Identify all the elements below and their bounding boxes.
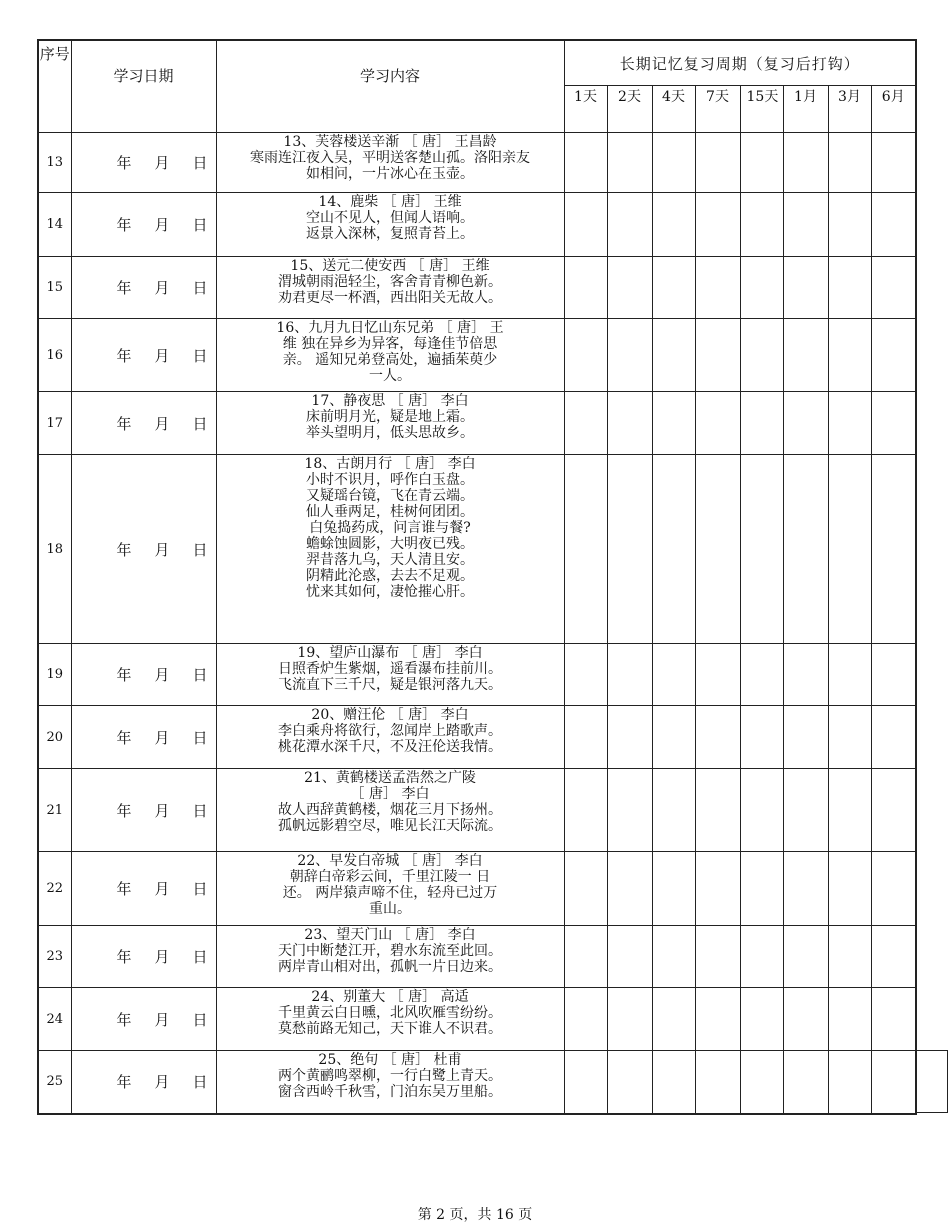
poem-line: 天门中断楚江开，碧水东流至此回。 [278,943,502,959]
review-check-cell[interactable] [740,257,783,319]
date-label-day: 日 [192,880,208,898]
row-index: 14 [38,193,71,257]
date-field[interactable] [71,455,216,644]
date-label-year: 年 [116,1010,132,1029]
poem-content [216,769,564,852]
poem-line: 寒雨连江夜入吴，平明送客楚山孤。洛阳亲友 [250,150,530,166]
poem-line: 羿昔落九乌，天人清且安。 [306,552,474,568]
date-label-month: 月 [154,279,170,297]
review-check-cell[interactable] [871,319,916,392]
review-check-cell[interactable] [652,257,695,319]
review-check-cell[interactable] [783,1051,828,1114]
header-day: 15天 [740,86,783,133]
date-label-month: 月 [154,414,170,433]
poem-line: 亲。 遥知兄弟登高处，遍插茱萸少 [282,352,498,368]
date-field[interactable] [71,644,216,706]
date-label-day: 日 [192,346,208,365]
review-check-cell[interactable] [740,455,783,644]
date-field[interactable] [71,769,216,852]
header-day: 2天 [607,86,652,133]
header-day: 1月 [783,86,828,133]
date-label-day: 日 [192,216,208,234]
poem-line: 维 独在异乡为异客，每逢佳节倍思 [282,336,498,352]
poem-line: 渭城朝雨浥轻尘，客舍青青柳色新。 [278,274,502,290]
review-check-cell[interactable] [564,193,607,257]
date-label-year: 年 [116,279,132,297]
row-index: 21 [38,769,71,852]
date-field[interactable] [71,392,216,455]
date-label-month: 月 [154,948,170,966]
review-check-cell[interactable] [740,133,783,193]
date-label-day: 日 [192,801,208,820]
poem-line: 李白乘舟将欲行，忽闻岸上踏歌声。 [278,723,502,739]
table-row [38,1051,916,1114]
review-check-cell[interactable] [783,769,828,852]
review-check-cell[interactable] [695,392,740,455]
table-row [38,319,916,392]
review-check-cell[interactable] [607,193,652,257]
poem-line: 17、静夜思 ［ 唐］ 李白 [311,393,469,409]
review-check-cell[interactable] [871,133,916,193]
review-check-cell[interactable] [828,193,871,257]
review-check-cell[interactable] [607,852,652,926]
review-check-cell[interactable] [607,706,652,769]
review-check-cell[interactable] [871,257,916,319]
date-label-year: 年 [116,414,132,433]
review-check-cell[interactable] [871,988,916,1051]
review-check-cell[interactable] [564,852,607,926]
review-check-cell[interactable] [783,706,828,769]
review-check-cell[interactable] [871,706,916,769]
review-check-cell[interactable] [783,319,828,392]
review-check-cell[interactable] [871,852,916,926]
review-check-cell[interactable] [828,257,871,319]
review-check-cell[interactable] [564,926,607,988]
poem-line: 两岸青山相对出，孤帆一片日边来。 [278,959,502,975]
date-label-day: 日 [192,1073,208,1092]
poem-content [216,455,564,644]
review-check-cell[interactable] [828,706,871,769]
review-check-cell[interactable] [564,1051,607,1114]
poem-line: 蟾蜍蚀圆影，大明夜已残。 [306,536,474,552]
review-check-cell[interactable] [828,988,871,1051]
review-check-cell[interactable] [828,319,871,392]
review-check-cell[interactable] [828,769,871,852]
date-label-year: 年 [116,666,132,684]
review-check-cell[interactable] [652,133,695,193]
date-label-day: 日 [192,666,208,684]
review-check-cell[interactable] [652,193,695,257]
review-check-cell[interactable] [607,1051,652,1114]
review-check-cell[interactable] [607,392,652,455]
poem-line: 桃花潭水深千尺，不及汪伦送我情。 [278,739,502,755]
review-check-cell[interactable] [740,1051,783,1114]
review-check-cell[interactable] [564,257,607,319]
row-index: 25 [38,1051,71,1114]
poem-line: 13、芙蓉楼送辛渐 ［ 唐］ 王昌龄 [283,134,497,150]
poem-content [216,257,564,319]
row-index: 17 [38,392,71,455]
date-label-month: 月 [154,801,170,820]
poem-line: 还。 两岸猿声啼不住，轻舟已过万 [282,885,498,901]
table-row [38,392,916,455]
row-index: 16 [38,319,71,392]
row-index: 24 [38,988,71,1051]
table-row [38,455,916,644]
date-label-year: 年 [116,728,132,747]
row-index: 22 [38,852,71,926]
date-label-day: 日 [192,1010,208,1029]
table-row [38,852,916,926]
table-row [38,193,916,257]
header-index: 序号 [38,40,71,133]
poem-content [216,852,564,926]
poem-line: 朝辞白帝彩云间，千里江陵一 日 [289,869,491,885]
date-label-month: 月 [154,1073,170,1092]
review-check-cell[interactable] [828,852,871,926]
review-check-cell[interactable] [740,319,783,392]
table-row [38,706,916,769]
review-check-cell[interactable] [783,926,828,988]
review-check-cell[interactable] [783,644,828,706]
review-check-cell[interactable] [871,1051,916,1114]
review-check-cell[interactable] [783,257,828,319]
poem-line: 重山。 [369,901,411,917]
review-check-cell[interactable] [652,1051,695,1114]
review-check-cell[interactable] [607,133,652,193]
table-row [38,926,916,988]
review-table [37,39,917,1115]
review-check-cell[interactable] [828,392,871,455]
overflow-cell [915,1050,948,1113]
review-check-cell[interactable] [871,644,916,706]
review-check-cell[interactable] [564,319,607,392]
review-check-cell[interactable] [607,455,652,644]
poem-line: 18、古朗月行 ［ 唐］ 李白 [304,456,476,472]
poem-line: 忧来其如何，凄怆摧心肝。 [306,584,474,600]
row-index: 19 [38,644,71,706]
review-check-cell[interactable] [783,455,828,644]
review-check-cell[interactable] [695,644,740,706]
poem-line: 劝君更尽一杯酒，西出阳关无故人。 [278,290,502,306]
date-label-day: 日 [192,540,208,559]
poem-line: 仙人垂两足，桂树何团团。 [306,504,474,520]
date-label-year: 年 [116,216,132,234]
review-check-cell[interactable] [695,706,740,769]
review-check-cell[interactable] [828,644,871,706]
review-check-cell[interactable] [564,706,607,769]
poem-content [216,926,564,988]
review-check-cell[interactable] [783,852,828,926]
poem-line: 19、望庐山瀑布 ［ 唐］ 李白 [297,645,483,661]
header-day: 7天 [695,86,740,133]
review-check-cell[interactable] [871,455,916,644]
table-row [38,644,916,706]
poem-line: 两个黄鹂鸣翠柳，一行白鹭上青天。 [278,1068,502,1084]
poem-line: 25、绝句 ［ 唐］ 杜甫 [318,1052,462,1068]
header-day: 6月 [871,86,916,133]
poem-line: 返景入深林，复照青苔上。 [306,226,474,242]
review-check-cell[interactable] [652,319,695,392]
poem-line: 又疑瑶台镜，飞在青云端。 [306,488,474,504]
review-check-cell[interactable] [740,644,783,706]
poem-line: 如相问，一片冰心在玉壶。 [306,166,474,182]
date-label-day: 日 [192,728,208,747]
poem-line: 20、赠汪伦 ［ 唐］ 李白 [311,707,469,723]
date-field[interactable] [71,133,216,193]
date-label-year: 年 [116,540,132,559]
review-check-cell[interactable] [695,926,740,988]
poem-line: 21、黄鹤楼送孟浩然之广陵 [304,770,476,786]
date-label-year: 年 [116,154,132,172]
review-check-cell[interactable] [740,988,783,1051]
date-field[interactable] [71,706,216,769]
poem-content [216,988,564,1051]
review-check-cell[interactable] [740,769,783,852]
poem-line: 小时不识月，呼作白玉盘。 [306,472,474,488]
date-label-day: 日 [192,414,208,433]
poem-content [216,1051,564,1114]
row-index: 15 [38,257,71,319]
date-field[interactable] [71,926,216,988]
review-check-cell[interactable] [871,193,916,257]
review-check-cell[interactable] [740,852,783,926]
date-label-year: 年 [116,948,132,966]
review-check-cell[interactable] [564,455,607,644]
table-row [38,988,916,1051]
poem-line: ［ 唐］ 李白 [350,786,430,802]
review-check-cell[interactable] [607,769,652,852]
date-label-month: 月 [154,154,170,172]
date-label-month: 月 [154,540,170,559]
poem-line: 飞流直下三千尺，疑是银河落九天。 [278,677,502,693]
poem-line: 16、九月九日忆山东兄弟 ［ 唐］ 王 [276,320,504,336]
review-check-cell[interactable] [871,769,916,852]
date-label-day: 日 [192,279,208,297]
poem-line: 空山不见人，但闻人语响。 [306,210,474,226]
date-label-year: 年 [116,346,132,365]
page-footer: 第 2 页，共 16 页 [417,1207,533,1223]
review-check-cell[interactable] [652,455,695,644]
poem-line: 24、别董大 ［ 唐］ 高适 [311,989,469,1005]
date-label-month: 月 [154,666,170,684]
poem-line: 15、送元二使安西 ［ 唐］ 王维 [290,258,490,274]
poem-content [216,644,564,706]
poem-content [216,706,564,769]
date-field[interactable] [71,257,216,319]
review-check-cell[interactable] [783,133,828,193]
poem-line: 举头望明月，低头思故乡。 [306,425,474,441]
date-label-month: 月 [154,1010,170,1029]
review-check-cell[interactable] [652,988,695,1051]
poem-line: 22、早发白帝城 ［ 唐］ 李白 [297,853,483,869]
review-check-cell[interactable] [740,392,783,455]
table-row [38,769,916,852]
review-check-cell[interactable] [564,769,607,852]
review-check-cell[interactable] [695,193,740,257]
review-check-cell[interactable] [695,133,740,193]
date-label-year: 年 [116,1073,132,1092]
poem-line: 床前明月光，疑是地上霜。 [306,409,474,425]
header-day: 3月 [828,86,871,133]
poem-content [216,392,564,455]
poem-line: 日照香炉生紫烟，遥看瀑布挂前川。 [278,661,502,677]
review-check-cell[interactable] [652,926,695,988]
date-field[interactable] [71,1051,216,1114]
header-day: 1天 [564,86,607,133]
header-review-cycle: 长期记忆复习周期（复习后打钩） [564,40,916,86]
row-index: 13 [38,133,71,193]
header-date: 学习日期 [71,40,216,133]
date-label-month: 月 [154,728,170,747]
review-check-cell[interactable] [828,455,871,644]
date-label-month: 月 [154,216,170,234]
review-check-cell[interactable] [828,1051,871,1114]
row-index: 23 [38,926,71,988]
review-check-cell[interactable] [740,706,783,769]
poem-line: 阴精此沦惑，去去不足观。 [306,568,474,584]
poem-line: 孤帆远影碧空尽，唯见长江天际流。 [278,818,502,834]
review-check-cell[interactable] [828,133,871,193]
review-check-cell[interactable] [564,644,607,706]
review-check-cell[interactable] [695,257,740,319]
review-check-cell[interactable] [740,193,783,257]
review-check-cell[interactable] [652,392,695,455]
table-row [38,257,916,319]
review-check-cell[interactable] [871,392,916,455]
table-row [38,133,916,193]
poem-line: 23、望天门山 ［ 唐］ 李白 [304,927,476,943]
poem-line: 窗含西岭千秋雪，门泊东吴万里船。 [278,1084,502,1100]
review-check-cell[interactable] [695,852,740,926]
review-check-cell[interactable] [607,926,652,988]
review-check-cell[interactable] [871,926,916,988]
poem-line: 故人西辞黄鹤楼，烟花三月下扬州。 [278,802,502,818]
date-label-year: 年 [116,801,132,820]
review-check-cell[interactable] [652,644,695,706]
poem-content [216,193,564,257]
poem-line: 莫愁前路无知己，天下谁人不识君。 [278,1021,502,1037]
review-check-cell[interactable] [695,769,740,852]
review-check-cell[interactable] [783,988,828,1051]
poem-line: 千里黄云白日曛，北风吹雁雪纷纷。 [278,1005,502,1021]
date-field[interactable] [71,319,216,392]
date-label-month: 月 [154,346,170,365]
review-check-cell[interactable] [607,988,652,1051]
review-check-cell[interactable] [607,644,652,706]
review-check-cell[interactable] [828,926,871,988]
review-check-cell[interactable] [564,392,607,455]
poem-line: 14、鹿柴 ［ 唐］ 王维 [318,194,462,210]
review-check-cell[interactable] [607,257,652,319]
date-label-year: 年 [116,880,132,898]
review-check-cell[interactable] [783,392,828,455]
review-check-cell[interactable] [652,769,695,852]
poem-line: 白兔捣药成，问言谁与餐? [309,520,471,536]
poem-line: 一人。 [369,368,411,384]
row-index: 18 [38,455,71,644]
review-check-cell[interactable] [695,455,740,644]
poem-content [216,133,564,193]
review-check-cell[interactable] [564,133,607,193]
date-label-day: 日 [192,948,208,966]
date-field[interactable] [71,988,216,1051]
review-check-cell[interactable] [740,926,783,988]
row-index: 20 [38,706,71,769]
review-check-cell[interactable] [564,988,607,1051]
review-check-cell[interactable] [652,852,695,926]
poem-content [216,319,564,392]
date-label-day: 日 [192,154,208,172]
date-label-month: 月 [154,880,170,898]
date-field[interactable] [71,193,216,257]
review-check-cell[interactable] [695,1051,740,1114]
review-check-cell[interactable] [652,706,695,769]
review-check-cell[interactable] [607,319,652,392]
review-check-cell[interactable] [783,193,828,257]
review-check-cell[interactable] [695,988,740,1051]
review-check-cell[interactable] [695,319,740,392]
date-field[interactable] [71,852,216,926]
header-content: 学习内容 [216,40,564,133]
header-day: 4天 [652,86,695,133]
